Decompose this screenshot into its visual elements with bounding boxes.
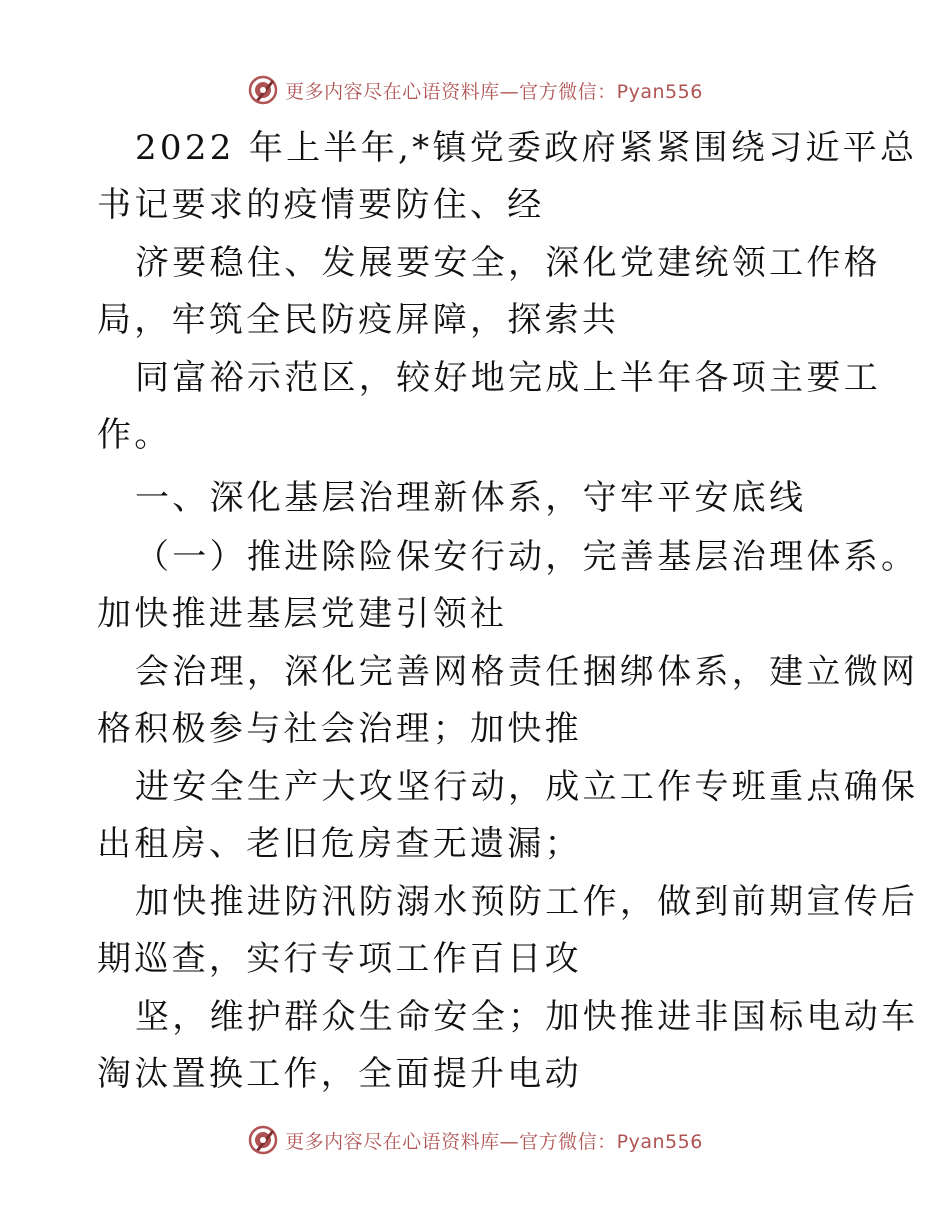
text-line: 作。 <box>97 415 172 455</box>
text-line: 局，牢筑全民防疫屏障，探索共 <box>97 300 620 340</box>
text-line: 进安全生产大攻坚行动，成立工作专班重点确保 <box>135 767 919 807</box>
text-line: 2022 年上半年,*镇党委政府紧紧围绕习近平总 <box>135 128 918 168</box>
text-line: 坚，维护群众生命安全；加快推进非国标电动车 <box>135 997 919 1037</box>
text-line: 济要稳住、发展要安全，深化党建统领工作格 <box>135 243 881 283</box>
text-line: 格积极参与社会治理；加快推 <box>97 709 582 749</box>
watermark-text: 更多内容尽在心语资料库—官方微信：Pyan556 <box>285 80 703 103</box>
text-line: 书记要求的疫情要防住、经 <box>97 185 545 225</box>
subsection-heading: （一）推进除险保安行动，完善基层治理体系。 <box>135 537 919 577</box>
text-line: 期巡查，实行专项工作百日攻 <box>97 939 582 979</box>
text-line: 会治理，深化完善网格责任捆绑体系，建立微网 <box>135 652 919 692</box>
text-line: 出租房、老旧危房查无遗漏； <box>97 824 582 864</box>
text-line: 加快推进防汛防溺水预防工作，做到前期宣传后 <box>135 882 919 922</box>
quill-logo-icon <box>247 1124 279 1156</box>
quill-logo-icon <box>247 74 279 106</box>
text-line: 淘汰置换工作，全面提升电动 <box>97 1054 582 1094</box>
text-line: 加快推进基层党建引领社 <box>97 594 508 634</box>
watermark-text: 更多内容尽在心语资料库—官方微信：Pyan556 <box>285 1130 703 1153</box>
text-line: 同富裕示范区，较好地完成上半年各项主要工 <box>135 358 881 398</box>
watermark-banner-bottom <box>0 1120 950 1160</box>
watermark-banner-top <box>0 70 950 110</box>
section-heading: 一、深化基层治理新体系，守牢平安底线 <box>135 478 807 518</box>
